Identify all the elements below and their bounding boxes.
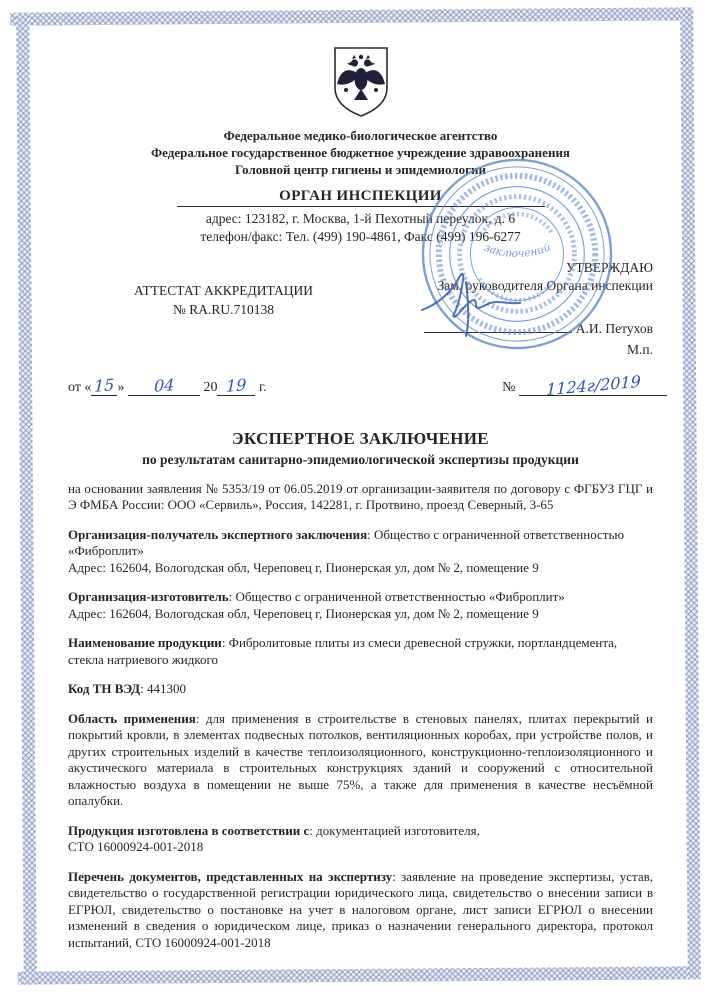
section-label: Код ТН ВЭД [68,681,141,696]
signature-icon [408,262,578,342]
border-right [680,7,701,979]
section-line2: Адрес: 162604, Вологодская обл, Череповец г, Пионерская ул, дом № 2, помещение 9 [68,605,539,621]
day-blank [91,375,117,396]
section-text: : 441300 [140,681,186,696]
section-manufactured-according [68,823,653,856]
section-text: : Фибролитовые плиты из смеси древесной стружки, портландцемента, стекла натриевого жидкого [68,635,618,667]
phone-line: телефон/факс: Тел. (499) 190-4861, Факс (499) 196-6277 [200,228,521,244]
center-name: Головной центр гигиены и эпидемиологии [235,161,486,177]
section-label: Продукция изготовлена в соответствии с [68,822,310,838]
section-recipient [68,527,653,577]
document-title: ЭКСПЕРТНОЕ ЗАКЛЮЧЕНИЕ [232,428,489,448]
svg-text:заключений [482,240,552,260]
section-label: Перечень документов, представленных на экспертизу [68,868,393,884]
agency-name: Федеральное медико-биологическое агентство [223,127,498,143]
section-tnved-code [68,681,653,698]
number-blank [519,371,667,400]
intro-paragraph: на основании заявления № 5353/19 от 06.05.2019 от организации-заявителя по договору с ФГБУЗ ГЦГ и Э ФМБА России: ООО «Сервиль», Россия, 142281, г. Протвино, проезд Северный, 3-65 [68,480,653,512]
accreditation-number: № RA.RU.710138 [172,302,274,317]
document-subtitle: по результатам санитарно-эпидемиологической экспертизы продукции [142,452,579,467]
section-line2: СТО 16000924-001-2018 [68,839,204,854]
section-text: : Общество с ограниченной ответственностью «Фиброплит» [68,526,625,558]
section-label: Наименование продукции [68,635,222,650]
section-text: : Общество с ограниченной ответственностью «Фиброплит» [228,589,565,604]
section-text: : заявление на проведение экспертизы, устав, свидетельство о государственной регистрации юридического лица, свидетельство о внесении записи в ЕГРЮЛ, свидетельство о постановке на учет в налоговом органе, лист записи ЕГРЮЛ о внесении изменений в сведения о юридическом лице, приказ о назначении генерального директора, протокол испытаний, СТО 16000924-001-2018 [68,868,653,950]
document-content [68,0,653,951]
number-label: № [502,380,516,395]
inspection-body-title: ОРГАН ИНСПЕКЦИИ [177,188,545,208]
section-line2: Адрес: 162604, Вологодская обл, Череповец г, Пионерская ул, дом № 2, помещение 9 [68,559,539,575]
approver-name: А.И. Петухов [575,321,653,336]
date-suffix: г. [258,380,267,395]
address-line: адрес: 123182, г. Москва, 1-й Пехотный переулок, д. 6 [205,211,516,226]
approver-title: Зам. руководителя Органа инспекции [437,278,653,293]
date-number-row [68,371,653,400]
date-century: 20 [203,380,218,395]
border-left [16,13,37,985]
date-field [68,375,267,397]
seal-mark: М.п. [627,342,653,357]
section-application-area [68,711,653,810]
year-blank [217,375,255,396]
month-blank [128,375,200,396]
date-prefix: от « [68,380,92,395]
accreditation-title: АТТЕСТАТ АККРЕДИТАЦИИ [133,283,314,298]
section-text: : для применения в строительстве в стеновых панелях, плитах перекрытий и покрытий кровли, в элементах подвесных потолков, вентиляционных коробах, при устройстве полов, и других строительных изделий в качестве теплоизоляционного, конструкционно-теплоизоляционного и акустического материала в строительных конструкциях зданий и сооружений с относительной влажностью воздуха в помещении не выше 75%, а также для применения в качестве несъёмной опалубки. [68,710,653,808]
accreditation-block [96,259,351,358]
institution-name: Федеральное государственное бюджетное учреждение здравоохранения [151,144,570,160]
handwritten-number: 1124г/2019 [545,371,641,400]
approve-word: УТВЕРЖДАЮ [565,260,653,275]
number-field [502,371,667,400]
section-text: : документацией изготовителя, [309,822,480,838]
handwritten-day: 15 [94,375,115,396]
section-product-name [68,635,653,668]
russian-eagle-emblem-icon [332,46,390,118]
handwritten-year: 19 [226,375,247,396]
section-manufacturer [68,589,653,622]
coat-of-arms [68,46,653,123]
stamp-center-text: заключений [482,240,553,261]
section-label: Организация-изготовитель [68,589,229,604]
section-label: Организация-получатель экспертного заключения [68,526,368,542]
section-label: Область применения [68,710,196,726]
section-documents-list [68,869,653,952]
handwritten-month: 04 [153,375,175,396]
date-quote: » [117,380,125,395]
border-bottom [18,966,701,984]
